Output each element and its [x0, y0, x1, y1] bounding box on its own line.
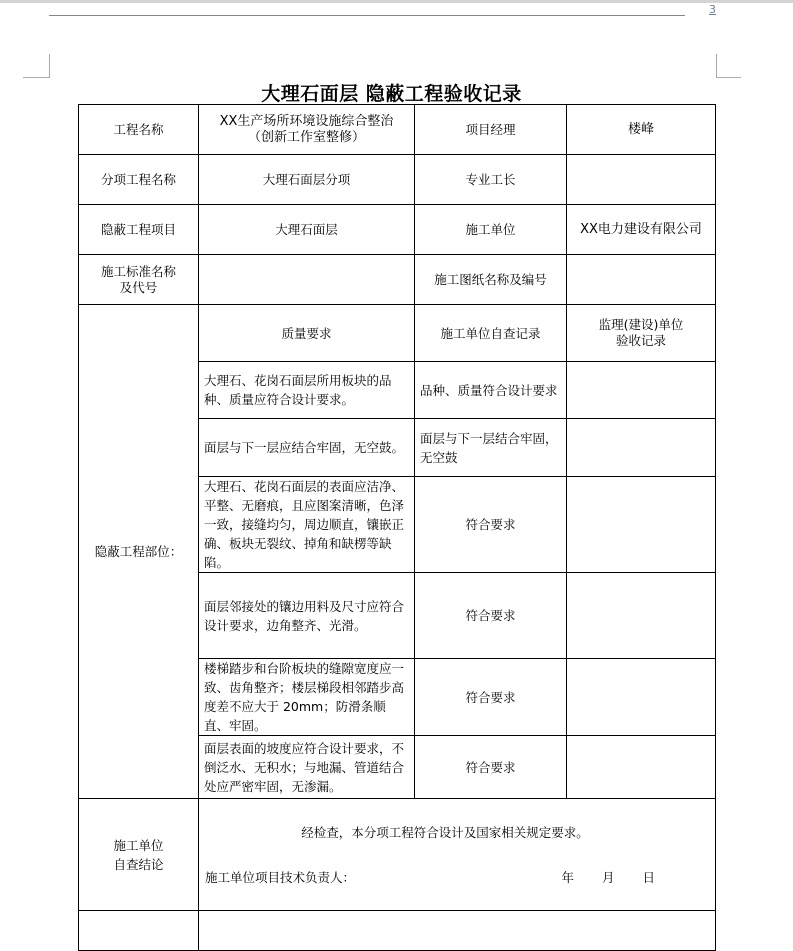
- conclusion-content: [199, 799, 716, 911]
- requirement-cell: 面层与下一层应结合牢固，无空鼓。: [199, 419, 415, 477]
- table-row: [79, 205, 716, 255]
- drawing-label: 施工图纸名称及编号: [415, 255, 567, 305]
- self-check-cell: 符合要求: [415, 736, 567, 799]
- requirement-cell: 楼梯踏步和台阶板块的缝隙宽度应一致、齿角整齐；楼层梯段相邻踏步高度差不应大于 20mm；防滑条顺直、牢固。: [199, 659, 415, 736]
- page-number: 3: [709, 3, 716, 16]
- hidden-section-label: 隐蔽工程部位：: [79, 305, 199, 799]
- conclusion-label-line1: 施工单位: [113, 837, 164, 853]
- conclusion-text: 经检查，本分项工程符合设计及国家相关规定要求。: [301, 824, 589, 840]
- supervision-cell: [567, 736, 716, 799]
- self-check-cell: 品种、质量符合设计要求: [415, 362, 567, 419]
- contractor-value: XX电力建设有限公司: [567, 205, 716, 255]
- project-manager-value: 楼峰: [567, 105, 716, 155]
- requirement-cell: 大理石、花岗石面层的表面应洁净、平整、无磨痕，且应图案清晰，色泽一致，接缝均匀，周边顺直，镶嵌正确、板块无裂纹、掉角和缺楞等缺陷。: [199, 477, 415, 573]
- requirement-cell: 面层邻接处的镶边用料及尺寸应符合设计要求，边角整齐、光滑。: [199, 573, 415, 659]
- table-row: [79, 305, 716, 362]
- date-fields: [533, 868, 655, 887]
- drawing-value: [567, 255, 716, 305]
- supervision-cell: [567, 659, 716, 736]
- contractor-label: 施工单位: [415, 205, 567, 255]
- project-name-label: 工程名称: [79, 105, 199, 155]
- project-manager-label: 项目经理: [415, 105, 567, 155]
- next-row-content: [199, 911, 716, 951]
- hidden-item-label: 隐蔽工程项目: [79, 205, 199, 255]
- standard-label: [79, 255, 199, 305]
- self-check-cell: 符合要求: [415, 477, 567, 573]
- col-header-supervision: [567, 305, 716, 362]
- sub-project-label: 分项工程名称: [79, 155, 199, 205]
- document-title: 大理石面层 隐蔽工程验收记录: [261, 83, 522, 105]
- table-row: [79, 799, 716, 911]
- table-row: [79, 911, 716, 951]
- supervision-cell: [567, 477, 716, 573]
- margin-corner-left: [23, 54, 50, 78]
- col-header-quality: 质量要求: [199, 305, 415, 362]
- conclusion-label: [79, 799, 199, 911]
- col-header-supervision-line2: 验收记录: [615, 333, 666, 348]
- table-row: [79, 105, 716, 155]
- day-label: 日: [642, 869, 655, 885]
- self-check-cell: 符合要求: [415, 659, 567, 736]
- project-name-value: [199, 105, 415, 155]
- signature-line: [205, 868, 655, 887]
- standard-label-line1: 施工标准名称: [100, 263, 176, 279]
- supervision-cell: [567, 419, 716, 477]
- table-row: [79, 255, 716, 305]
- supervision-cell: [567, 573, 716, 659]
- signer-label: 施工单位项目技术负责人：: [205, 869, 356, 885]
- self-check-cell: 面层与下一层结合牢固，无空鼓: [415, 419, 567, 477]
- next-row-label: [79, 911, 199, 951]
- foreman-value: [567, 155, 716, 205]
- window-top-border: [0, 0, 793, 3]
- project-name-line1: XX生产场所环境设施综合整治: [219, 113, 394, 129]
- requirement-cell: 面层表面的坡度应符合设计要求，不倒泛水、无积水；与地漏、管道结合处应严密牢固，无渗漏。: [199, 736, 415, 799]
- inspection-record-table: [78, 104, 716, 951]
- foreman-label: 专业工长: [415, 155, 567, 205]
- table-row: [79, 155, 716, 205]
- supervision-cell: [567, 362, 716, 419]
- standard-label-line2: 及代号: [119, 279, 158, 295]
- project-name-line2: （创新工作室整修）: [247, 129, 365, 145]
- header-rule: [49, 15, 685, 16]
- standard-value: [199, 255, 415, 305]
- month-label: 月: [601, 869, 615, 885]
- col-header-supervision-line1: 监理(建设)单位: [598, 317, 684, 332]
- year-label: 年: [561, 869, 574, 885]
- sub-project-value: 大理石面层分项: [199, 155, 415, 205]
- hidden-item-value: 大理石面层: [199, 205, 415, 255]
- conclusion-label-line2: 自查结论: [113, 856, 164, 872]
- self-check-cell: 符合要求: [415, 573, 567, 659]
- col-header-self-check: 施工单位自查记录: [415, 305, 567, 362]
- margin-corner-right: [716, 54, 741, 78]
- requirement-cell: 大理石、花岗石面层所用板块的品种、质量应符合设计要求。: [199, 362, 415, 419]
